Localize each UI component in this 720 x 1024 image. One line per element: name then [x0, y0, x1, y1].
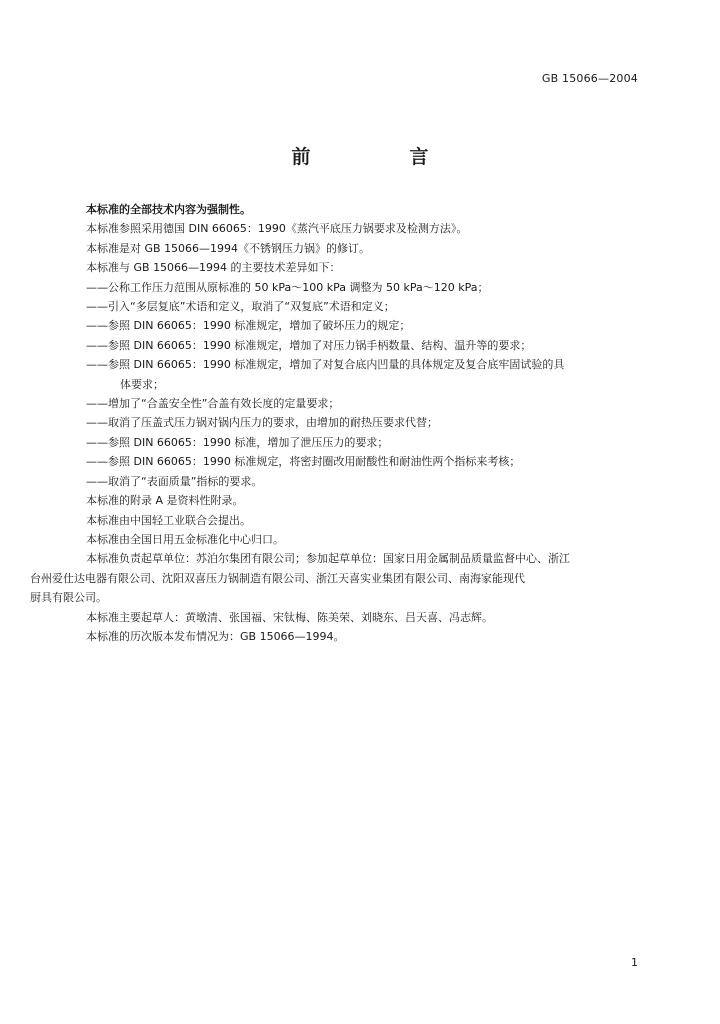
- paragraph-line: 本标准的全部技术内容为强制性。: [86, 203, 251, 216]
- list-item: ——增加了“合盖安全性”合盖有效长度的定量要求；: [86, 397, 340, 411]
- list-item: ——参照 DIN 66065：1990 标准规定，将密封圈改用耐酸性和耐油性两个指标来考核；: [86, 455, 521, 469]
- foreword-body: [30, 200, 642, 646]
- paragraph-continuation: 台州爱仕达电器有限公司、沈阳双喜压力锅制造有限公司、浙江天喜实业集团有限公司、南海家能现代: [30, 571, 525, 585]
- list-item: ——引入“多层复底”术语和定义，取消了“双复底”术语和定义；: [86, 300, 395, 314]
- paragraph-line: 本标准的附录 A 是资料性附录。: [86, 494, 244, 508]
- list-item: ——参照 DIN 66065：1990 标准，增加了泄压压力的要求；: [86, 435, 389, 449]
- list-item: ——取消了“表面质量”指标的要求。: [86, 474, 263, 488]
- paragraph-line: 本标准由中国轻工业联合会提出。: [86, 513, 251, 527]
- page-title: 前 言: [291, 146, 469, 168]
- list-item: ——参照 DIN 66065：1990 标准规定，增加了对压力锅手柄数量、结构、温升等的要求；: [86, 338, 532, 352]
- paragraph-line: 本标准是对 GB 15066—1994《不锈钢压力锅》的修订。: [86, 241, 371, 255]
- standard-code: GB 15066—2004: [541, 72, 638, 85]
- paragraph-line: 本标准负责起草单位：苏泊尔集团有限公司；参加起草单位：国家日用金属制品质量监督中心、浙江: [86, 552, 570, 566]
- list-item: ——取消了压盖式压力锅对锅内压力的要求，由增加的耐热压要求代替；: [86, 416, 438, 430]
- paragraph-line: 本标准的历次版本发布情况为：GB 15066—1994。: [86, 629, 345, 643]
- paragraph-line: 本标准与 GB 15066—1994 的主要技术差异如下：: [86, 261, 341, 275]
- list-item-continuation: 体要求；: [120, 377, 164, 391]
- list-item: ——参照 DIN 66065：1990 标准规定，增加了对复合底内凹量的具体规定及复合底牢固试验的具: [86, 358, 565, 372]
- page-number: 1: [631, 956, 638, 969]
- paragraph-line: 本标准主要起草人：黄墩清、张国福、宋钛梅、陈美荣、刘晓东、吕天喜、冯志辉。: [86, 610, 493, 624]
- paragraph-line: 本标准参照采用德国 DIN 66065：1990《蒸汽平底压力锅要求及检测方法》。: [86, 222, 468, 236]
- paragraph-line: 本标准由全国日用五金标准化中心归口。: [86, 532, 284, 546]
- list-item: ——参照 DIN 66065：1990 标准规定，增加了破坏压力的规定；: [86, 319, 411, 333]
- list-item: ——公称工作压力范围从原标准的 50 kPa～100 kPa 调整为 50 kPa～120 kPa；: [86, 280, 489, 294]
- paragraph-continuation: 厨具有限公司。: [30, 591, 107, 605]
